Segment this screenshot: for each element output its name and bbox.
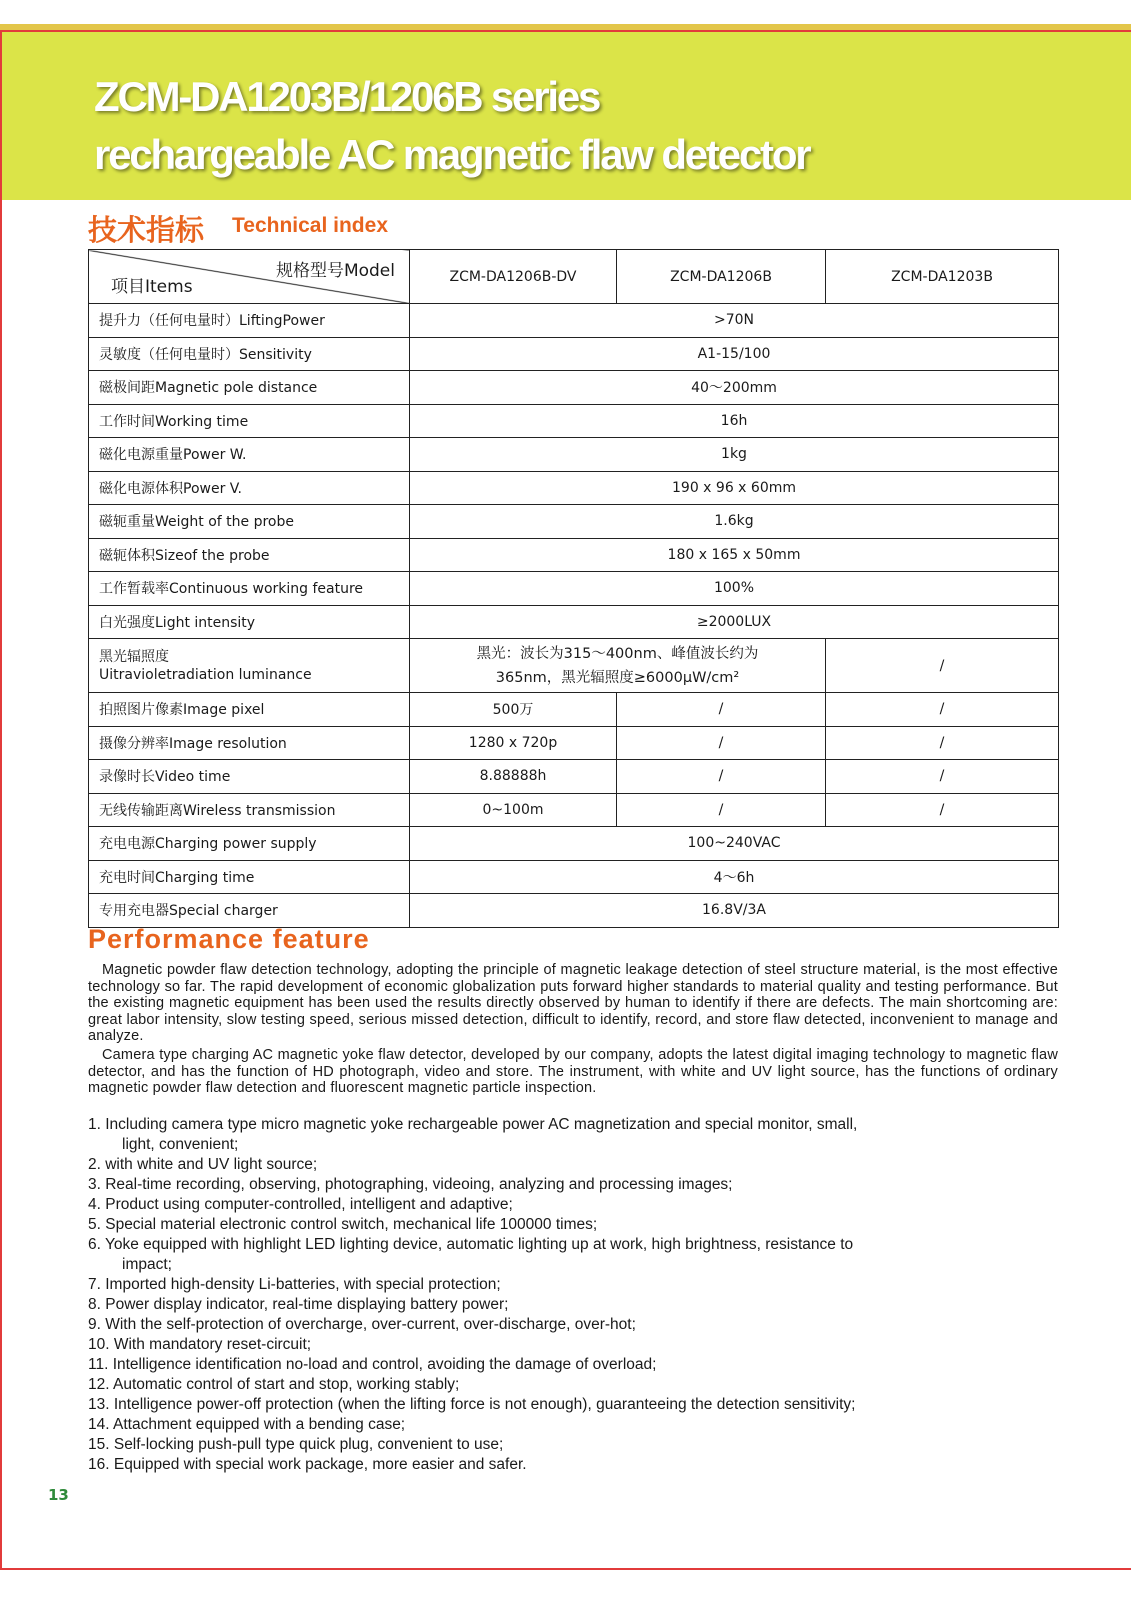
model-header-1206b: ZCM-DA1206B: [617, 250, 826, 304]
table-row: [89, 894, 1059, 928]
table-row: [89, 860, 1059, 894]
table-header-row: [89, 250, 1059, 304]
list-item: 4. Product using computer-controlled, intelligent and adaptive;: [88, 1196, 513, 1213]
row-label-uv: [89, 639, 410, 693]
row-value-uv-1203b: /: [826, 639, 1059, 693]
row-value: /: [617, 760, 826, 794]
row-value: 0~100m: [410, 793, 617, 827]
row-label: 灵敏度（任何电量时）Sensitivity: [89, 337, 410, 371]
row-value: /: [617, 693, 826, 727]
table-row: [89, 572, 1059, 606]
list-item: 15. Self-locking push-pull type quick plug, convenient to use;: [88, 1436, 504, 1453]
list-item: 2. with white and UV light source;: [88, 1156, 318, 1173]
uv-value-line1: 黑光：波长为315～400nm、峰值波长约为: [476, 645, 759, 662]
row-value: 190 x 96 x 60mm: [410, 471, 1059, 505]
row-value: >70N: [410, 304, 1059, 338]
row-label: 充电电源Charging power supply: [89, 827, 410, 861]
row-value: /: [617, 726, 826, 760]
uv-value-line2: 365nm，黑光辐照度≥6000μW/cm²: [495, 669, 740, 686]
row-value: 16h: [410, 404, 1059, 438]
list-item: 7. Imported high-density Li-batteries, with special protection;: [88, 1276, 501, 1293]
spec-table: [88, 249, 1059, 928]
row-value: 1.6kg: [410, 505, 1059, 539]
table-row: [89, 404, 1059, 438]
list-item: 10. With mandatory reset-circuit;: [88, 1336, 312, 1353]
frame-line-left: [0, 30, 2, 1570]
list-item-continuation: impact;: [122, 1256, 172, 1273]
section-title-en: Technical index: [232, 214, 388, 237]
row-value: 100~240VAC: [410, 827, 1059, 861]
row-value: ≥2000LUX: [410, 605, 1059, 639]
row-label: 磁轭重量Weight of the probe: [89, 505, 410, 539]
row-value: /: [826, 693, 1059, 727]
table-row: [89, 726, 1059, 760]
row-label: 充电时间Charging time: [89, 860, 410, 894]
row-label: 白光强度Light intensity: [89, 605, 410, 639]
row-value: A1-15/100: [410, 337, 1059, 371]
performance-title: Performance feature: [88, 924, 370, 954]
list-item: 5. Special material electronic control switch, mechanical life 100000 times;: [88, 1216, 598, 1233]
table-row: [89, 505, 1059, 539]
performance-paragraph-1: Magnetic powder flaw detection technology, adopting the principle of magnetic leakage detection of steel structure material, is the most effective technology so far. The rapid development of economic globalization puts forward higher standards to material quality and testing performance. But the existing magnetic equipment has been used the results directly observed by human to identify if there are defects. The main shortcoming are: great labor intensity, slow testing speed, serious missed detection, difficult to identify, record, and store flaw detected, inconvenient to manage and analyze.: [88, 962, 1058, 1044]
header-items-label: 项目Items: [111, 277, 193, 297]
row-label: 摄像分辨率Image resolution: [89, 726, 410, 760]
table-row-uv: [89, 639, 1059, 693]
row-value: 4～6h: [410, 860, 1059, 894]
row-label: 工作暂载率Continuous working feature: [89, 572, 410, 606]
table-row: [89, 337, 1059, 371]
list-item: 8. Power display indicator, real-time displaying battery power;: [88, 1296, 509, 1313]
table-row: [89, 471, 1059, 505]
row-value: /: [617, 793, 826, 827]
table-row: [89, 605, 1059, 639]
row-label: 录像时长Video time: [89, 760, 410, 794]
list-item-text: 6. Yoke equipped with highlight LED lighting device, automatic lighting up at work, high brightness, resistance to: [88, 1236, 854, 1253]
list-item: 13. Intelligence power-off protection (when the lifting force is not enough), guaranteeing the detection sensitivity;: [88, 1396, 856, 1413]
product-title-line1: ZCM-DA1203B/1206B series: [94, 73, 600, 120]
uv-label-en: Uitravioletradiation luminance: [99, 666, 312, 683]
header-model-label: 规格型号Model: [275, 261, 395, 281]
list-item: 3. Real-time recording, observing, photographing, videoing, analyzing and processing images;: [88, 1176, 733, 1193]
performance-paragraph-2: Camera type charging AC magnetic yoke flaw detector, developed by our company, adopts the latest digital imaging technology to magnetic flaw detector, and has the function of HD photograph, video and store. The instrument, with white and UV light source, has the functions of ordinary magnetic powder flaw detection and fluorescent magnetic particle inspection.: [88, 1047, 1058, 1096]
section-title-cn: 技术指标: [88, 213, 205, 247]
row-value: /: [826, 793, 1059, 827]
table-row: [89, 371, 1059, 405]
model-header-1206b-dv: ZCM-DA1206B-DV: [410, 250, 617, 304]
frame-line-bottom: [0, 1568, 1131, 1570]
row-label: 拍照图片像素Image pixel: [89, 693, 410, 727]
table-row: [89, 304, 1059, 338]
row-label: 磁化电源重量Power W.: [89, 438, 410, 472]
row-label: 工作时间Working time: [89, 404, 410, 438]
row-value: 180 x 165 x 50mm: [410, 538, 1059, 572]
row-value: 1280 x 720p: [410, 726, 617, 760]
page-number: 13: [48, 1486, 69, 1504]
list-item: [88, 1235, 1078, 1275]
table-row: [89, 438, 1059, 472]
product-title-line2: rechargeable AC magnetic flaw detector: [94, 131, 810, 178]
table-row: [89, 793, 1059, 827]
row-value: 16.8V/3A: [410, 894, 1059, 928]
row-value: 8.88888h: [410, 760, 617, 794]
row-value-uv: [410, 639, 826, 693]
list-item: 14. Attachment equipped with a bending case;: [88, 1416, 406, 1433]
row-value: /: [826, 760, 1059, 794]
row-value: 100%: [410, 572, 1059, 606]
list-item: 11. Intelligence identification no-load and control, avoiding the damage of overload;: [88, 1356, 657, 1373]
list-item-text: 1. Including camera type micro magnetic yoke rechargeable power AC magnetization and special monitor, small,: [88, 1116, 858, 1133]
list-item: [88, 1115, 1078, 1155]
row-label: 磁极间距Magnetic pole distance: [89, 371, 410, 405]
table-row: [89, 760, 1059, 794]
header-diagonal-cell: [89, 250, 410, 304]
model-header-1203b: ZCM-DA1203B: [826, 250, 1059, 304]
list-item-continuation: light, convenient;: [122, 1136, 239, 1153]
table-row: [89, 693, 1059, 727]
product-title: [94, 68, 809, 184]
list-item: 9. With the self-protection of overcharge, over-current, over-discharge, over-hot;: [88, 1316, 636, 1333]
row-value: 40～200mm: [410, 371, 1059, 405]
row-label: 提升力（任何电量时）LiftingPower: [89, 304, 410, 338]
row-value: 500万: [410, 693, 617, 727]
row-value: /: [826, 726, 1059, 760]
table-row: [89, 538, 1059, 572]
table-row: [89, 827, 1059, 861]
list-item: 12. Automatic control of start and stop, working stably;: [88, 1376, 460, 1393]
list-item: 16. Equipped with special work package, more easier and safer.: [88, 1456, 527, 1473]
row-label: 磁化电源体积Power V.: [89, 471, 410, 505]
row-label: 磁轭体积Sizeof the probe: [89, 538, 410, 572]
feature-list: [88, 1115, 1078, 1475]
row-label: 无线传输距离Wireless transmission: [89, 793, 410, 827]
uv-label-cn: 黑光辐照度: [99, 648, 169, 665]
row-label: 专用充电器Special charger: [89, 894, 410, 928]
row-value: 1kg: [410, 438, 1059, 472]
